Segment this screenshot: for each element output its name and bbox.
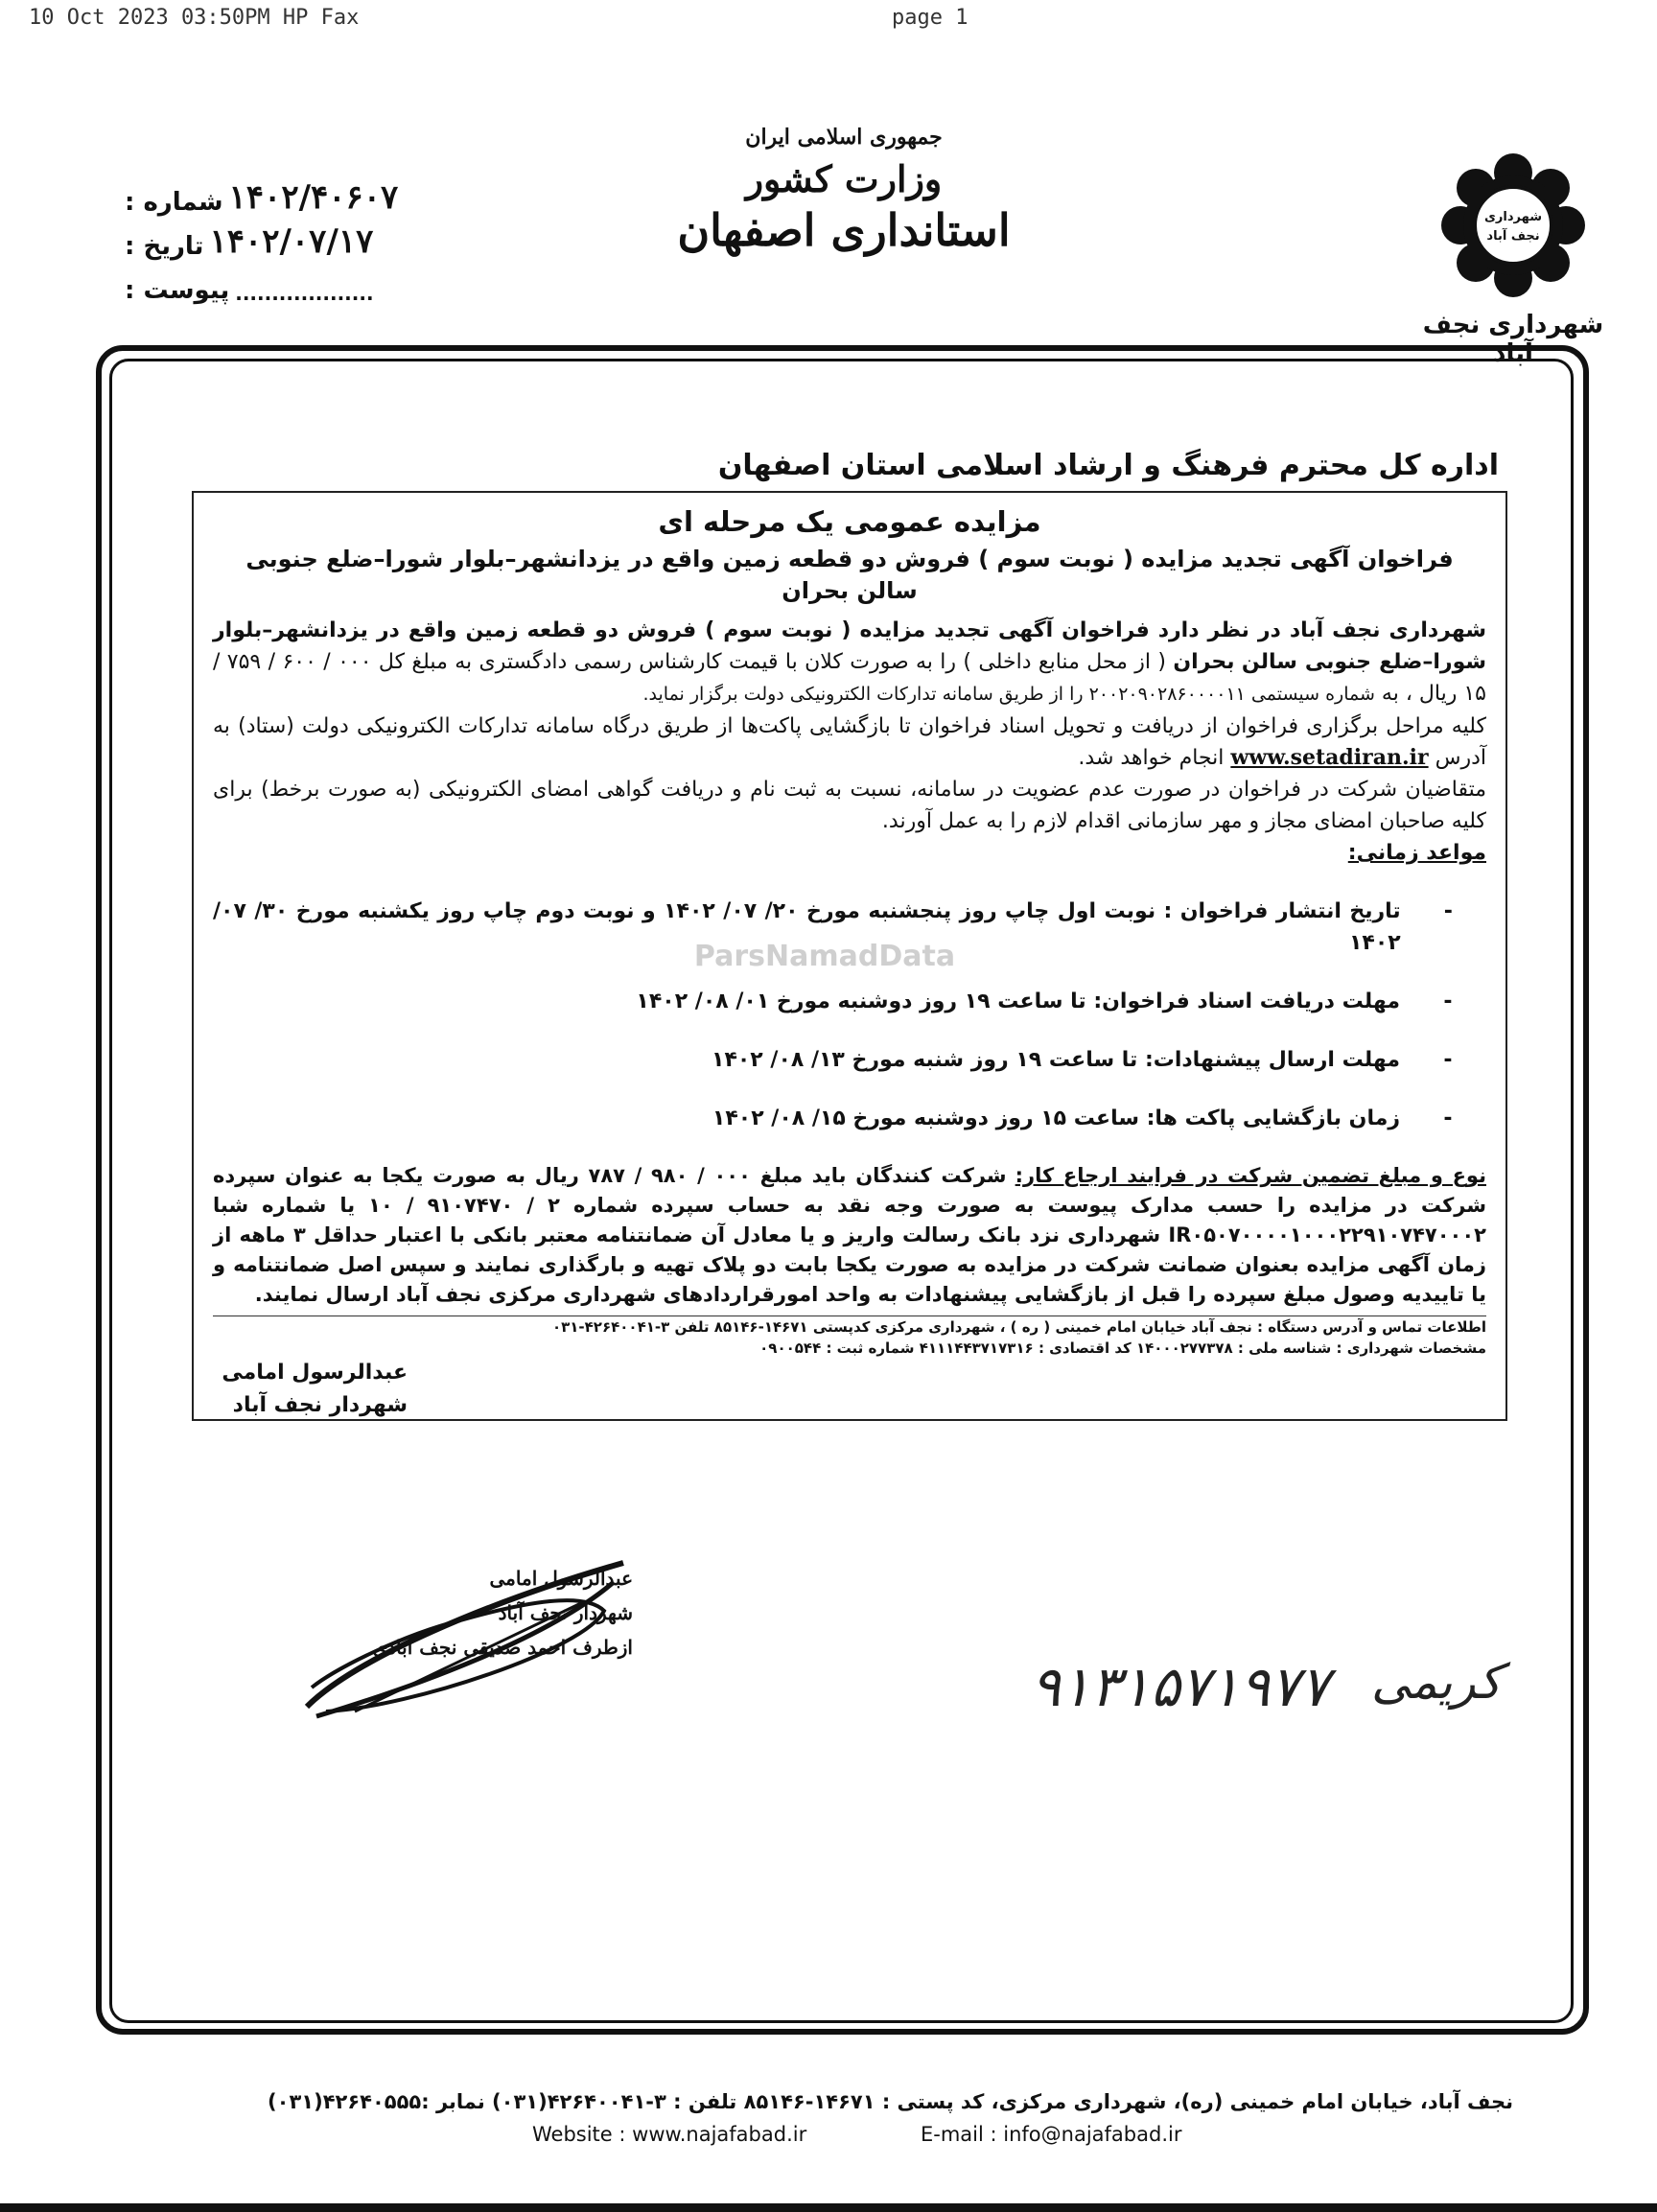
announcement-subtitle: فراخوان آگهی تجدید مزایده ( نوبت سوم ) فروش دو قطعه زمین واقع در یزدانشهر–بلوار شورا–ضلع جنوبی سالن بحران	[245, 546, 1454, 604]
handwritten-name: کریمی	[1371, 1654, 1502, 1710]
paragraph-1-a: شهرداری نجف آباد در نظر دارد فراخوان آگهی تجدید مزایده ( نوبت سوم ) فروش دو قطعه زمین واقع در یزدانشهر–بلوار شورا–ضلع جنوبی سالن	[213, 618, 1486, 674]
guarantee-paragraph	[213, 1161, 1486, 1310]
government-heading	[671, 125, 1016, 256]
footer-address: نجف آباد، خیابان امام خمینی (ره)، شهرداری مرکزی، کد پستی : ۱۴۶۷۱-۸۵۱۴۶ تلفن : ۳-۴۲۶۴۰۰۴۱(۰۳۱) نمابر :۴۲۶۴۰۵۵۵(۰۳۱)	[268, 2090, 1513, 2113]
municipality-seal-logo	[1432, 144, 1595, 307]
schedule-item-text: تاریخ انتشار فراخوان : نوبت اول چاپ روز پنجشنبه مورخ ۲۰/ ۰۷/ ۱۴۰۲ و نوبت دوم چاپ روز یکشنبه مورخ ۳۰/ ۰۷/ ۱۴۰۲	[213, 899, 1401, 955]
watermark: ParsNamadData	[693, 940, 956, 973]
signer-title: شهردار نجف آباد	[232, 1393, 408, 1417]
bottom-rule	[0, 2203, 1657, 2212]
paragraph-1	[213, 615, 1486, 710]
contact-info	[213, 1316, 1486, 1359]
letter-number-row	[125, 173, 412, 217]
handwritten-phone-number: ۹۱۳۱۵۷۱۹۷۷	[1031, 1654, 1330, 1719]
letter-date-value: ۱۴۰۲/۰۷/۱۷	[209, 222, 374, 261]
municipality-header	[1408, 144, 1619, 368]
paragraph-3: متقاضیان شرکت در فراخوان در صورت عدم عضویت در سامانه، نسبت به ثبت نام و دریافت گواهی امضای الکترونیکی (به صورت برخط) برای کلیه صاحبان امضای مجاز و مهر سازمانی اقدام لازم را به عمل آورند.	[213, 778, 1486, 833]
contact-line-1: اطلاعات تماس و آدرس دستگاه : نجف آباد خیابان امام خمینی ( ره ) ، شهرداری مرکزی کدپستی ۱۴۶۷۱-۸۵۱۴۶ تلفن ۳-۴۲۶۴۰۰۴۱-۰۳۱	[551, 1318, 1486, 1336]
guarantee-heading: نوع و مبلغ تضمین شرکت در فرایند ارجاع کار:	[1015, 1164, 1486, 1187]
republic-title: جمهوری اسلامی ایران	[745, 125, 943, 150]
paragraph-1-d: شماره سیستمی ۲۰۰۲۰۹۰۲۸۶۰۰۰۰۱۱ را از طریق سامانه تدارکات الکترونیکی دولت برگزار نماید.	[642, 684, 1375, 705]
schedule-list	[213, 896, 1486, 1134]
footer-email[interactable]: E-mail : info@najafabad.ir	[921, 2123, 1182, 2146]
fax-header-left: 10 Oct 2023 03:50PM HP Fax	[29, 6, 360, 30]
municipality-name: شهرداری نجف آباد	[1422, 311, 1604, 368]
letter-number-label: شماره :	[125, 188, 223, 217]
schedule-item-text: زمان بازگشایی پاکت ها: ساعت ۱۵ روز دوشنبه مورخ ۱۵/ ۰۸/ ۱۴۰۲	[712, 1106, 1400, 1130]
schedule-item: - مهلت ارسال پیشنهادات: تا ساعت ۱۹ روز شنبه مورخ ۱۳/ ۰۸/ ۱۴۰۲	[213, 1044, 1458, 1076]
announcement-box	[192, 491, 1507, 1421]
signer-block	[216, 1357, 408, 1422]
paragraph-1-c: ( از محل منابع داخلی ) را به صورت کلان با قیمت کارشناس رسمی دادگستری به مبلغ کل ۰۰۰ / ۶۰۰ / ۷۵۹ / ۱۵ ریال ، به	[213, 650, 1486, 706]
seal-text-bottom: نجف آباد	[1486, 229, 1540, 244]
letter-date-row	[125, 217, 412, 261]
stamp-line-3: ازطرف احمد صدیقی نجف آبادی	[372, 1636, 633, 1659]
letter-date-label: تاریخ :	[125, 232, 204, 261]
announcement-title: مزایده عمومی یک مرحله ای	[658, 505, 1041, 538]
paragraph-1-b: بحران	[1173, 650, 1235, 674]
schedule-item-text: مهلت دریافت اسناد فراخوان: تا ساعت ۱۹ روز دوشنبه مورخ ۰۱/ ۰۸/ ۱۴۰۲	[636, 990, 1400, 1013]
fax-page-number: page 1	[892, 6, 969, 30]
schedule-heading: مواعد زمانی:	[1347, 841, 1486, 865]
setadiran-link[interactable]: www.setadiran.ir	[1230, 745, 1429, 770]
letter-attachment-label: پیوست :	[125, 276, 230, 305]
letter-attachment-row	[125, 261, 412, 305]
stamp-line-1: عبدالرسول امامی	[489, 1567, 633, 1590]
schedule-item: - زمان بازگشایی پاکت ها: ساعت ۱۵ روز دوشنبه مورخ ۱۵/ ۰۸/ ۱۴۰۲	[213, 1103, 1458, 1134]
addressee: اداره کل محترم فرهنگ و ارشاد اسلامی استان اصفهان	[717, 449, 1499, 482]
seal-text-top: شهرداری	[1484, 210, 1542, 224]
guarantee-text: شرکت کنندگان باید مبلغ ۰۰۰ / ۹۸۰ / ۷۸۷ ریال به صورت یکجا به عنوان سپرده شرکت در مزایده را حسب مدارک پیوست به صورت وجه نقد به حساب سپرده شماره ۲ / ۹۱۰۷۴۷۰ / ۱۰ یا شماره شبا IR۰۵۰۷۰۰۰۰۱۰۰۰۲۲۹۱۰۷۴۷۰۰۰۲ شهرداری نزد بانک رسالت واریز و یا معادل آن ضمانتنامه معتبر بانکی با اعتبار حداقل ۳ ماهه از زمان آگهی مزایده بعنوان ضمانت شرکت در مزایده به صورت یکجا بابت دو پلاک تهیه و بارگذاری نمایند و سپس اصل ضمانتنامه و یا تاییدیه وصول مبلغ سپرده را قبل از بازگشایی پیشنهادات به واحد امورقراردادهای شهرداری مرکزی نجف آباد ارسال نمایند.	[213, 1164, 1487, 1306]
contact-line-2: مشخصات شهرداری : شناسه ملی : ۱۴۰۰۰۲۷۷۳۷۸ کد اقتصادی : ۴۱۱۱۴۴۳۷۱۷۳۱۶ شماره ثبت : ۰۹۰۰۵۴۴	[759, 1339, 1486, 1357]
stamp-line-2: شهردار نجف آباد	[498, 1601, 633, 1624]
schedule-item: - مهلت دریافت اسناد فراخوان: تا ساعت ۱۹ روز دوشنبه مورخ ۰۱/ ۰۸/ ۱۴۰۲	[213, 986, 1458, 1017]
governorate-title: استانداری اصفهان	[677, 204, 1011, 256]
handwritten-signature	[297, 1544, 642, 1726]
ministry-title: وزارت کشور	[745, 157, 943, 200]
schedule-item-text: مهلت ارسال پیشنهادات: تا ساعت ۱۹ روز شنبه مورخ ۱۳/ ۰۸/ ۱۴۰۲	[712, 1048, 1400, 1072]
letter-number-value: ۱۴۰۲/۴۰۶۰۷	[228, 178, 399, 217]
paragraph-2-end: انجام خواهد شد.	[1078, 746, 1225, 770]
letter-meta	[125, 173, 412, 305]
signer-name: عبدالرسول امامی	[222, 1361, 408, 1385]
footer-website[interactable]: Website : www.najafabad.ir	[532, 2123, 807, 2146]
paragraph-2-text: کلیه مراحل برگزاری فراخوان از دریافت و تحویل اسناد فراخوان تا بازگشایی پاکت‌ها از طریق درگاه سامانه تدارکات الکترونیکی دولت (ستاد) به آدرس	[213, 714, 1486, 770]
schedule-item: - تاریخ انتشار فراخوان : نوبت اول چاپ روز پنجشنبه مورخ ۲۰/ ۰۷/ ۱۴۰۲ و نوبت دوم چاپ روز یکشنبه مورخ ۳۰/ ۰۷/ ۱۴۰۲	[213, 896, 1458, 959]
paragraph-2	[213, 710, 1486, 774]
announcement-body	[194, 493, 1505, 1359]
letter-attachment-value: ...................	[235, 282, 374, 305]
